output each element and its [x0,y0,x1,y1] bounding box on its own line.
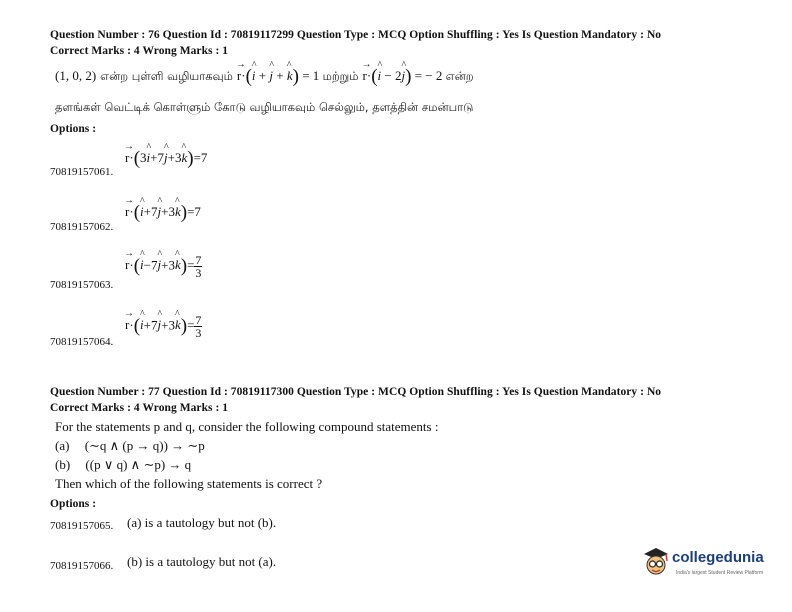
q76-plane-eq-2: → r·(^ i − 2^ j) = − 2 [363,68,446,83]
q77-statement-b-label: (b) [55,457,71,472]
q77-stem: For the statements p and q, consider the following compound statements : [55,419,439,434]
brand-tagline: India's largest Student Review Platform [676,570,764,576]
q76-option-4-id[interactable]: 70819157064. [50,336,114,348]
q77-statement-a-text: (∼q ∧ (p → q)) → ∼p [84,438,205,453]
q76-stem-point: (1, 0, 2) [55,68,97,83]
q76-stem-line1 [55,66,474,88]
q77-option-2-id[interactable]: 70819157066. [50,560,114,572]
q77-options-label: Options : [50,498,97,510]
q77-header-line1: Question Number : 77 Question Id : 70819117300 Question Type : MCQ Option Shuffling : Yes Is Question Mandatory : No [50,386,662,398]
q77-statement-a [55,438,205,454]
q76-stem-tamil-and: மற்றும் [322,69,359,83]
q76-stem-tamil-2: என்ற [445,69,474,83]
q77-option-1-id[interactable]: 70819157065. [50,520,114,532]
q77-statement-b-text: ((p ∨ q) ∧ ∼p) → q [85,457,192,472]
q77-statement-a-label: (a) [55,438,70,453]
q77-statement-b [55,457,191,473]
brand-name: collegedunia [672,549,764,566]
q76-option-4-equation: → r·(^ i+7^ j+3^ k)= $\frac{7}{3}$ [125,314,202,339]
q76-stem-tamil-1: என்ற புள்ளி வழியாகவும் [100,69,233,83]
q76-option-2-id[interactable]: 70819157062. [50,221,114,233]
q77-option-1-text[interactable]: (a) is a tautology but not (b). [127,515,277,530]
q77-header-line2: Correct Marks : 4 Wrong Marks : 1 [50,402,229,414]
q76-option-3-id[interactable]: 70819157063. [50,279,114,291]
q76-header-line2: Correct Marks : 4 Wrong Marks : 1 [50,45,229,57]
q76-option-2-equation: → r·(^ i+7^ j+3^ k)=7 [125,202,201,224]
q77-question: Then which of the following statements is correct ? [55,476,323,491]
q76-option-3-equation: → r·(^ i−7^ j+3^ k)= $\frac{7}{3}$ [125,254,202,279]
q76-option-1-id[interactable]: 70819157061. [50,166,114,178]
graduate-mascot-icon [641,545,671,579]
q76-plane-eq-1: → r·(^ i + ^ j + ^ k) = 1 [237,68,323,83]
q76-stem-line2: தளங்கள் வெட்டிக் கொள்ளும் கோடு வழியாகவும் செல்லும், தளத்தின் சமன்பாடு [55,100,474,114]
q76-header-line1: Question Number : 76 Question Id : 70819117299 Question Type : MCQ Option Shuffling : Yes Is Question Mandatory : No [50,29,662,41]
q76-option-1-equation: → r·(3^ i+7^ j+3^ k)=7 [125,148,207,170]
q76-options-label: Options : [50,123,97,135]
q77-option-2-text[interactable]: (b) is a tautology but not (a). [127,554,277,569]
